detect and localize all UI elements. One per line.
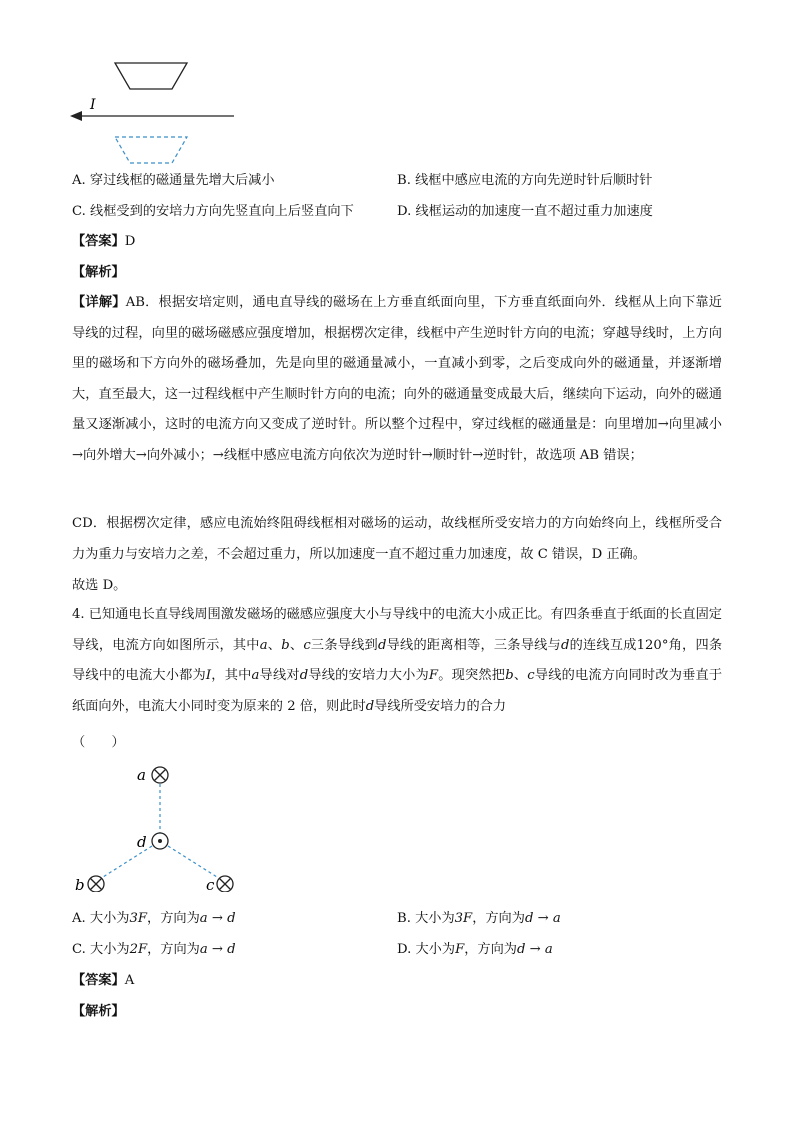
answer-value: A [124, 973, 135, 988]
q4-text: 。现突然把 [438, 668, 506, 684]
option-direction: a → d [199, 911, 236, 926]
angle-value: 120° [636, 637, 669, 653]
q4-text: 导线对 [259, 668, 300, 684]
label-d: d [137, 833, 147, 851]
wire-arrow-icon [70, 111, 82, 121]
var-d: d [299, 668, 309, 684]
q4-text: 导线所受安培力的合力 [374, 698, 507, 714]
option-magnitude: 3F [129, 911, 148, 926]
q3-option-b: B. 线框中感应电流的方向先逆时针后顺时针 [397, 173, 653, 188]
q3-option-d: D. 线框运动的加速度一直不超过重力加速度 [397, 204, 653, 219]
q4-option-b [397, 909, 561, 929]
wire-c-into-page-icon [217, 876, 233, 892]
q4-number: 4. [72, 607, 85, 622]
var-b: b [281, 637, 290, 653]
option-direction: d → a [524, 911, 561, 926]
answer-label: 【答案】 [72, 973, 125, 988]
q3-analysis-label: 【解析】 [72, 265, 125, 280]
option-direction: a → d [199, 942, 236, 957]
var-i: I [205, 668, 212, 684]
q3-option-a: A. 穿过线框的磁通量先增大后减小 [72, 173, 275, 188]
q3-option-c: C. 线框受到的安培力方向先竖直向上后竖直向下 [72, 204, 354, 219]
q4-text: 导线的安培力大小为 [308, 668, 429, 684]
q4-text: ，其中 [211, 668, 252, 684]
q3-detail-paragraph-1 [72, 288, 722, 472]
label-c: c [206, 876, 215, 892]
q4-analysis-label: 【解析】 [72, 1004, 125, 1019]
option-magnitude: 2F [129, 942, 148, 957]
wire-d-out-of-page-icon [152, 833, 168, 849]
option-magnitude: 3F [454, 911, 473, 926]
q3-detail-paragraph-2: CD．根据楞次定律，感应电流始终阻碍线框相对磁场的运动，故线框所受安培力的方向始终向上，线框所受合力为重力与安培力之差，不会超过重力，所以加速度一直不超过重力加速度，故 C 错误，D 正确。 [72, 516, 722, 562]
var-c: c [303, 637, 311, 653]
detail-label: 【详解】 [72, 295, 126, 310]
var-d: d [377, 637, 387, 653]
option-prefix: A. 大小为 [72, 911, 130, 926]
q4-text: 、 [513, 668, 528, 684]
option-prefix: B. 大小为 [397, 911, 455, 926]
option-mid: ，方向为 [472, 911, 525, 926]
q3-conclusion: 故选 D。 [72, 578, 127, 593]
q4-answer-line [72, 971, 134, 991]
q4-stem [72, 600, 722, 722]
var-c: c [527, 668, 535, 684]
option-prefix: C. 大小为 [72, 942, 130, 957]
var-d: d [560, 637, 570, 653]
wire-b-into-page-icon [88, 876, 104, 892]
q4-text: 、 [267, 637, 282, 653]
q4-text: 三条导线到 [310, 637, 378, 653]
option-mid: ，方向为 [464, 942, 517, 957]
option-mid: ，方向为 [147, 911, 200, 926]
q4-text: 导线的电流方向同时改为垂直于纸面向外，电流大小同时变为原来的 2 倍，则此时 [72, 668, 723, 714]
q4-option-d [397, 940, 553, 960]
q4-text: 、 [289, 637, 304, 653]
label-b: b [75, 876, 85, 892]
var-d: d [365, 698, 375, 714]
dashed-link-cd [168, 846, 217, 877]
label-a: a [137, 766, 146, 784]
frame-solid-trapezoid [115, 63, 187, 89]
wire-a-into-page-icon [152, 767, 168, 783]
q4-blank-paren: （ ） [72, 735, 125, 750]
answer-label: 【答案】 [72, 234, 125, 249]
var-a: a [259, 637, 268, 653]
q4-option-a [72, 909, 236, 929]
answer-value: D [124, 234, 136, 249]
q4-text: 角，四条导线中的电流大小都为 [72, 637, 723, 684]
option-direction: d → a [516, 942, 553, 957]
option-magnitude: F [455, 942, 465, 957]
var-f: F [428, 668, 439, 684]
q4-option-c [72, 940, 236, 960]
option-prefix: D. 大小为 [397, 942, 456, 957]
current-label: I [90, 97, 96, 113]
figure-four-wires [70, 760, 245, 892]
var-a: a [251, 668, 260, 684]
q4-text: 已知通电长直导线周围激发磁场的磁感应强度大小与导线中的电流大小成正比。有四条垂直于纸面的长直固定导线，电流方向如图所示，其中 [72, 607, 722, 653]
q4-text: 的连线互成 [569, 637, 637, 653]
figure-frame-wire [60, 55, 260, 167]
option-mid: ，方向为 [147, 942, 200, 957]
q4-text: 导线的距离相等，三条导线与 [386, 637, 561, 653]
detail-text-1: AB．根据安培定则，通电直导线的磁场在上方垂直纸面向里，下方垂直纸面向外．线框从上向下靠近导线的过程，向里的磁场磁感应强度增加，根据楞次定律，线框中产生逆时针方向的电流；穿越导线时，上方向里的磁场和下方向外的磁场叠加，先是向里的磁通量减小，一直减小到零，之后变成向外的磁通量，并逐渐增大，直至最大，这一过程线框中产生顺时针方向的电流；向外的磁通量变成最大后，继续向下运动，向外的磁通量又逐渐减小，这时的电流方向又变成了逆时针。所以整个过程中，穿过线框的磁通量是：向里增加→向里减小→向外增大→向外减小；→线框中感应电流方向依次为逆时针→顺时针→逆时针，故选项 AB 错误； [72, 295, 722, 463]
q3-answer-line [72, 232, 135, 252]
frame-dashed-trapezoid [115, 137, 187, 163]
var-b: b [505, 668, 514, 684]
